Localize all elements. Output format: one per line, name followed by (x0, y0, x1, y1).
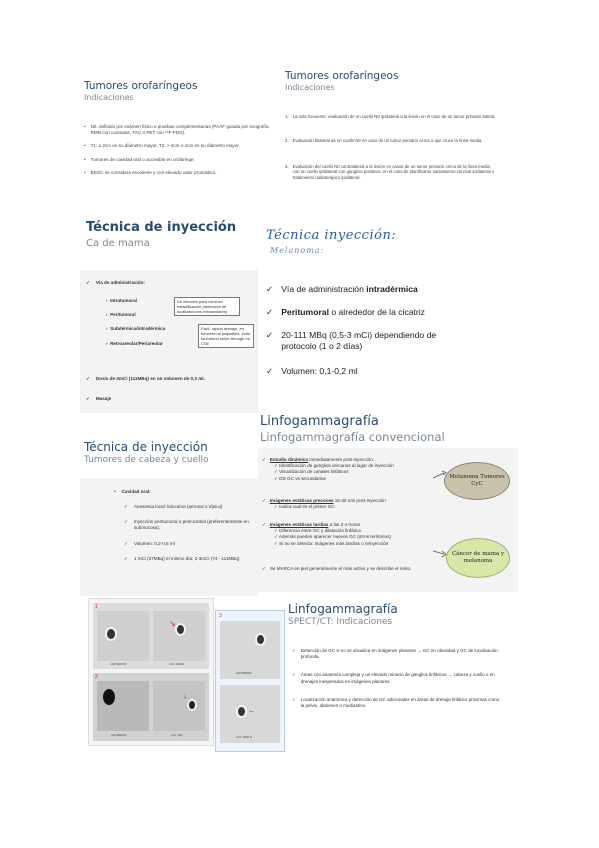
bullet-list (266, 284, 492, 377)
oval-melanoma-tumores: Melanoma Tumores CyC (444, 462, 510, 500)
slide-subtitle: SPECT/CT: Indicaciones (288, 617, 393, 627)
bullet-list (124, 504, 258, 562)
cavidad-heading: • Cavidad oral: (114, 489, 151, 494)
scan-image-2 (93, 673, 209, 741)
scan-frame (97, 611, 149, 661)
bullet-list (292, 648, 502, 709)
slide-title: Tumores orofaríngeos (285, 70, 399, 82)
slide-title: Linfogammagrafía (260, 414, 379, 429)
slide-title: Técnica inyección: (266, 228, 397, 243)
red-arrow-icon: ← (248, 706, 256, 715)
list-item: • Tumores de cavidad oral o accesible en orofaringe. (84, 156, 195, 162)
list-item: ✓ Inyección peritumoral o pericicatrial (preferentemente en submucosa). (124, 519, 249, 531)
list-item: › Subdérmica/intradérmica (106, 326, 166, 332)
scan-images-panel (88, 598, 214, 746)
slide-subtitle: Indicaciones (285, 83, 335, 92)
slide-subtitle: Indicaciones (84, 93, 134, 102)
slide-tecnica-inyeccion-cabeza-cuello (80, 438, 258, 598)
slide-linfogammagrafia-convencional (258, 412, 518, 592)
scan-frame (153, 681, 205, 731)
callout-box-2: Fácil, rápido drenaje, en tumores no palpables, evita fenómeno shine-through en CSE (198, 324, 254, 348)
scan-frame (153, 611, 205, 661)
slide-tumores-orofaringeos-1 (80, 72, 280, 212)
list-item: ✓ Volumen: 0,2-0,5 ml (124, 540, 175, 546)
list-item: • N0. definido por exámen físico o pruebas complementarias (PAAF guiada por ecografía, RMN con contraste, TAC o PET con ¹⁸F-FDG). (84, 124, 270, 136)
hotspot (103, 689, 115, 705)
list-item: ✓ Peritumoral o alrededor de la cicatriz (266, 307, 425, 317)
list-item: • BSGC se considera excelente y con elevado valor pronóstico. (84, 169, 217, 175)
list-item: ✓ Vía de administración intradérmica (266, 284, 418, 294)
slide-title: Tumores orofaríngeos (84, 80, 198, 92)
slide-subtitle: Tumores de cabeza y cuello (84, 455, 209, 465)
list-item: • T1: ≤ 2cm en su diámetro mayor, T2: > 2cm ≤ 4cm en su diámetro mayor. (84, 143, 240, 149)
scan-label-number: 3 (219, 613, 222, 619)
numbered-list (285, 114, 497, 181)
callout-box-1: De elección para correcta estadificación (detección de localizaciones extraaxilares) (174, 297, 240, 316)
scan-image-1 (93, 603, 209, 669)
list-item: ✓ Visualización de canales linfáticos (274, 469, 349, 475)
arrow-icon (432, 470, 448, 480)
slide-subtitle: Ca de mama (86, 238, 150, 249)
list-item: ✓ Indica cual es el primer GC. (274, 504, 336, 510)
list-item: 1. La más frecuente: evaluación de un cuello N0 ipsilateral a la lesión en el caso de un tumor primario lateral. (285, 114, 496, 119)
scan-caption: ANTERIOR (236, 671, 252, 675)
hotspot (107, 629, 115, 639)
dynamic-study: ✓ Estudio dinámico inmediatamente post-inyección: ✓ Identificación de ganglios cercanos al lugar de inyección ✓ Visualización de canales linfáticos ✓ DD GC vs secundarios (262, 457, 442, 482)
list-item: ✓ Áreas con anatomía compleja y un elevado número de ganglios linfáticos → cabeza y cuello o en drenajes inesperados en imágenes planares. (292, 672, 495, 684)
list-item: ✓ Diferencia entre GC y dilatación linfática (274, 528, 361, 534)
list-item: › Intratumoral (106, 298, 137, 303)
scan-caption: LAT. DERE (169, 662, 184, 666)
hotspot (177, 625, 184, 634)
slide-tecnica-inyeccion-mama (80, 218, 258, 413)
list-item: ✓ 1 mCi (37MBq) el mismo día; 2-3mCi (74 - 111MBq). (124, 555, 241, 561)
massage-text: ✓ Masaje (86, 396, 112, 401)
hotspot (189, 701, 195, 709)
early-images: ✓ Imágenes estáticas precoces 15-30 min post-inyección ✓ Indica cual es el primer GC. (262, 498, 442, 510)
list-item: › Peritumoral (106, 312, 136, 318)
red-arrow-icon: ↘ (169, 619, 176, 628)
scan-label-number: 2 (95, 674, 98, 680)
list-item: ✓ Anestesia local: lidocaína (aerosol o tópica) (124, 504, 223, 509)
hotspot (238, 707, 245, 716)
list-item: ✓ DD GC vs secundarios (274, 475, 326, 481)
scan-frame (97, 681, 149, 731)
list-item: 3. Evaluación del cuello N0 contralateral a la lesión en casos de un tumor primario cerca de la línea media con un cuello ipsilateral con ganglios positivos, en el caso de planificarse vaciamiento cervical ipsilateral o tratamiento radioterápico ipsilateral. (285, 163, 495, 181)
via-label: ✓ Vía de administración: (86, 280, 145, 285)
scan-caption: ANTERIOR (111, 662, 127, 666)
slide-subtitle: Melanoma: (270, 246, 325, 255)
oval-cancer-mama-melanoma: Cáncer de mama y melanoma (446, 538, 510, 578)
scan-label-number: 1 (95, 604, 98, 610)
scan-caption: ANTERIOR (111, 733, 127, 737)
slide-tecnica-inyeccion-melanoma (262, 222, 494, 412)
bullet-list (84, 124, 280, 176)
scan-images-panel-2 (215, 610, 285, 752)
slide-title: Linfogammagrafía (288, 602, 398, 616)
list-item: ✓ Identificación de ganglios cercanos al lugar de inyección (274, 463, 394, 469)
list-item: ✓ Además pueden aparecer nuevos GC (otros territorios) (274, 534, 391, 540)
late-images: ✓ Imágenes estáticas tardías a las 2-4 horas ✓ Diferencia entre GC y dilatación linfática ✓ Además pueden aparecer nuevos GC (otros territorios) ✓ Si no se detecta: imágenes más tardías o reinyección (262, 522, 442, 547)
route-list (106, 298, 165, 347)
scan-caption: LAT. IZQ (171, 733, 183, 737)
list-item: ✓ Volumen: 0,1-0,2 ml (266, 366, 358, 376)
marca-text: ✓ Se MARCA en piel generalmente el más activo y se describe el resto. (262, 566, 412, 571)
hotspot (257, 635, 264, 644)
dose-text: ✓ Dosis de 3mCi (111MBq) en un volumen de 0,3 ml. (86, 376, 205, 381)
red-arrow-icon: ↓ (183, 691, 187, 700)
slide-tumores-orofaringeos-2 (283, 64, 503, 214)
list-item: ✓ 20-111 MBq (0,5-3 mCi) dependiendo de protocolo (1 o 2 días) (266, 330, 437, 351)
list-item: ✓ Si no se detecta: imágenes más tardías o reinyección (274, 540, 389, 546)
list-item: › Retroareolar/Periareolar (106, 340, 163, 346)
slide-title: Técnica de inyección (86, 220, 237, 235)
list-item: ✓ Localización anatómica y detección de GC adicionales en áreas de drenaje linfático próximas como la pelvis, abdomen o mediastino. (292, 696, 500, 709)
slide-title: Técnica de inyección (84, 440, 208, 454)
list-item: 2. Evaluación bilateral de un cuello N0 en caso de un tumor primario cerca o que cruce la línea media. (285, 137, 483, 143)
scan-caption: LAT. DER Ó (236, 735, 253, 739)
arrow-icon (432, 548, 448, 558)
slide-subtitle: Linfogammagrafía convencional (260, 430, 445, 444)
list-item: ✓ Detección de GC si no se visualiza en imágenes planares → GC en obesidad y GC de localización profunda. (292, 648, 498, 660)
slide-spect-ct-indicaciones (286, 600, 502, 750)
